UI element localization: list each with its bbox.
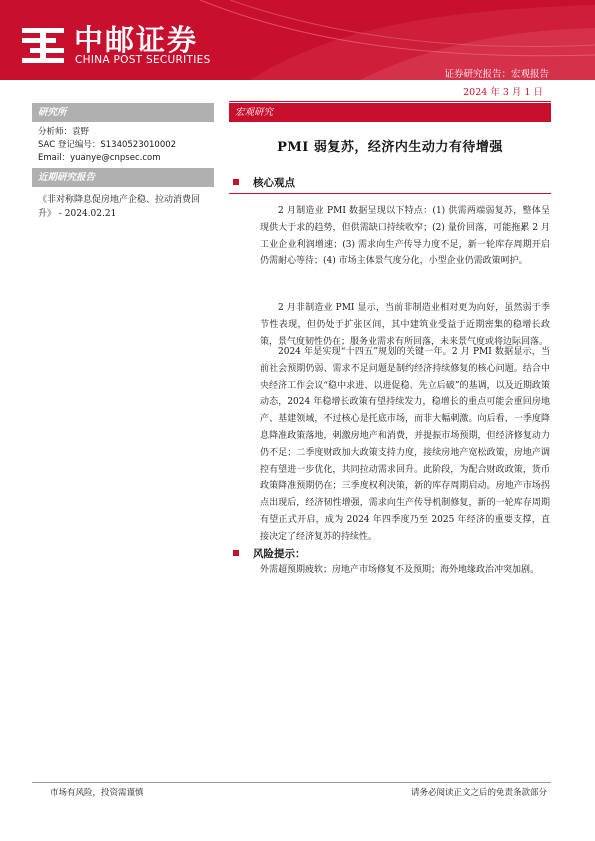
body-paragraph: 2024 年是实现“十四五”规划的关键一年。2 月 PMI 数据显示，当前社会预期仍弱、需求不足问题是制约经济持续修复的核心问题。结合中央经济工作会议“稳中求进、以进促稳、先立后破”的基调，以及近期政策动态，2024 年稳增长政策有望持续发力，稳增长的重点可能会重回房地产、基建领域，不过核心是托底市场，而非大幅刺激。向后看，一季度降息降准政策落地，刺激房地产和消费，并提振市场预期，但经济修复动力仍不足；二季度财政加大政策支持力度，接续房地产宽松政策，房地产调控有望进一步优化，共同拉动需求回升。此阶段，为配合财政政策，货币政策降准预期仍在；三季度权利决策，新的库存周期启动。房地产市场拐点出现后，经济韧性增强，需求向生产传导机制修复，新的一轮库存周期有望正式开启，成为 2024 年四季度乃至 2025 年经济的重要支撑，直接决定了经济复苏的持续性。 [260, 347, 550, 542]
core-view-heading [233, 175, 295, 190]
risk-heading [233, 546, 306, 561]
document-title: PMI 弱复苏，经济内生动力有待增强 [277, 140, 503, 155]
body-paragraph: 2 月非制造业 PMI 显示，当前非制造业相对更为向好，虽然弱于季节性表现，但仍处于扩张区间，其中建筑业受益于近期密集的稳增长政策，景气度韧性仍在；服务业需求有所回落，未来景气度或将边际回落。 [260, 303, 550, 347]
risk-label: 风险提示： [253, 548, 306, 560]
sac-number: SAC 登记编号：S1340523010002 [38, 140, 177, 150]
body-paragraph: 2 月制造业 PMI 数据呈现以下特点：(1) 供需两端弱复苏，整体呈现供大于求的趋势，但供需缺口持续收窄；(2) 量价回落，可能拖累 2 月工业企业利润增速；(3) 需求向生产传导力度不足，新一轮库存周期开启仍需耐心等待；(4) 市场主体景气度分化，小型企业仍需政策呵护。 [260, 206, 550, 267]
square-bullet-icon [233, 179, 239, 185]
core-view-divider [229, 193, 551, 194]
sector-tag: 宏观研究 [229, 103, 551, 122]
report-date: 2024 年 3 月 1 日 [463, 87, 543, 98]
brand-name-en: CHINA POST SECURITIES [75, 54, 211, 66]
footer-risk-note: 市场有风险，投资需谨慎 [50, 788, 144, 798]
risk-text: 外需超预期疲软；房地产市场修复不及预期；海外地缘政治冲突加剧。 [260, 565, 540, 575]
analyst-email: Email：yuanye@cnpsec.com [38, 153, 161, 163]
square-bullet-icon [233, 550, 239, 556]
footer-divider [32, 782, 551, 783]
report-type: 证券研究报告：宏观报告 [444, 69, 549, 80]
analyst-heading: 研究所 [32, 103, 214, 122]
china-post-logo-icon [18, 24, 68, 68]
core-view-label: 核心观点 [253, 177, 295, 189]
date-divider [229, 101, 551, 102]
header-banner [0, 0, 595, 80]
related-report-link[interactable]: 《非对称降息促房地产企稳、拉动消费回升》 - 2024.02.21 [38, 195, 201, 219]
brand-name-cn: 中邮证券 [74, 23, 199, 57]
footer-disclaimer: 请务必阅读正文之后的免责条款部分 [410, 788, 547, 798]
related-reports-heading: 近期研究报告 [32, 168, 214, 187]
analyst-name: 分析师：袁野 [38, 127, 90, 137]
